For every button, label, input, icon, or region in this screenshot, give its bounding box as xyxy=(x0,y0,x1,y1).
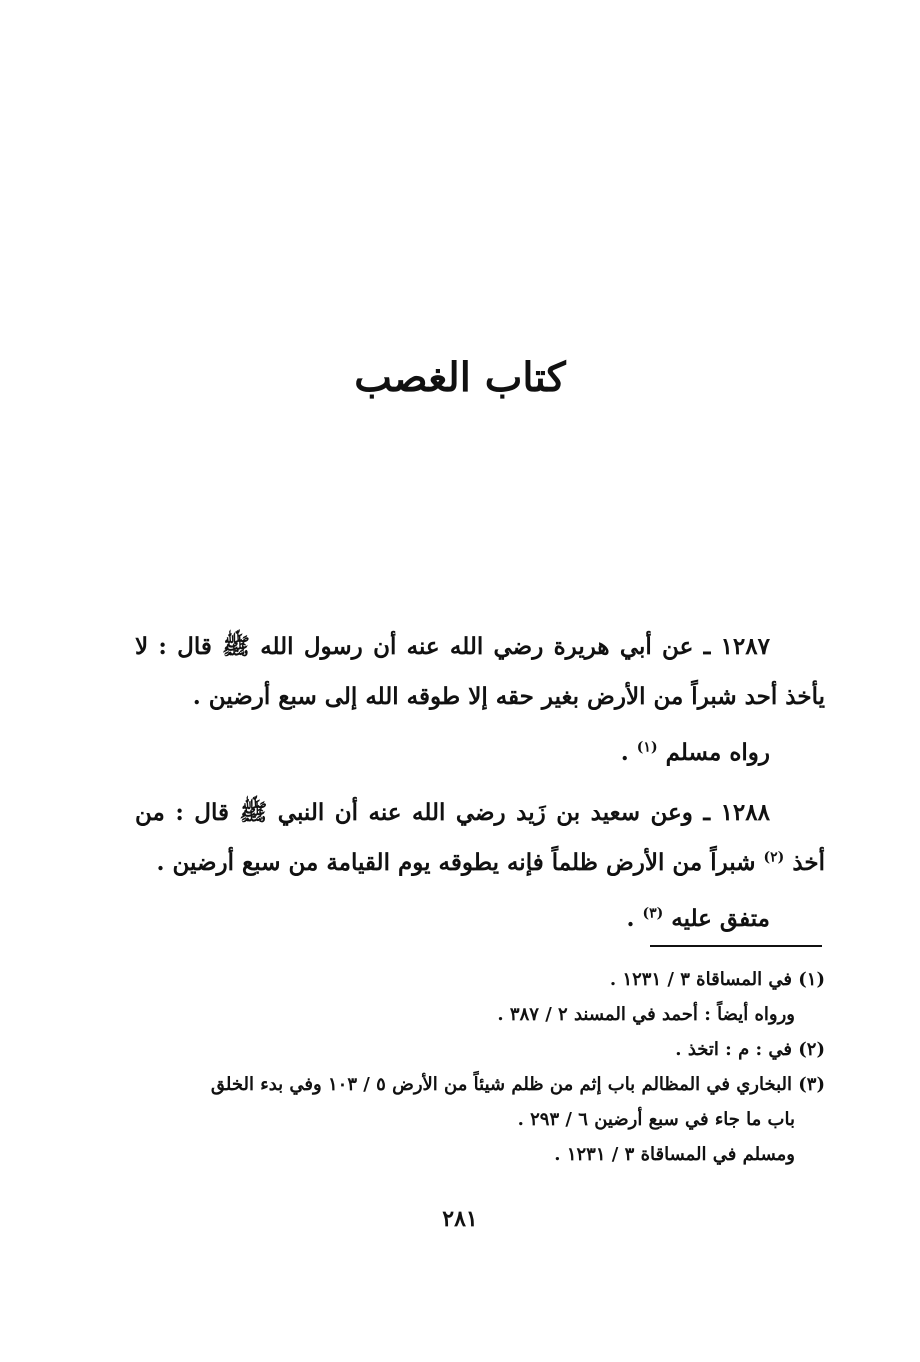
hadith-1287-source xyxy=(135,728,770,778)
hadith-1287-source-text: رواه مسلم xyxy=(665,739,770,766)
hadith-1288-source-end: . xyxy=(626,905,643,932)
footnote-1-continuation: ورواه أيضاً : أحمد في المسند ٢ / ٣٨٧ . xyxy=(497,1004,795,1025)
footnote-separator xyxy=(650,945,822,947)
hadith-1288-text-b: شبراً من الأرض ظلماً فإنه يطوقه يوم القيامة من سبع أرضين . xyxy=(156,849,764,876)
hadith-1287-source-end: . xyxy=(620,739,637,766)
footnote-3-continuation-a: باب ما جاء في سبع أرضين ٦ / ٢٩٣ . xyxy=(517,1109,795,1130)
footnote-1: (١) في المساقاة ٣ / ١٢٣١ . xyxy=(609,969,825,990)
footnote-ref-2: (٢) xyxy=(763,849,785,866)
footnote-3-continuation-b: ومسلم في المساقاة ٣ / ١٢٣١ . xyxy=(554,1144,795,1165)
page-number: ٢٨١ xyxy=(442,1206,478,1232)
hadith-section xyxy=(135,622,825,954)
hadith-1288 xyxy=(135,788,825,888)
hadith-1288-source xyxy=(135,894,770,944)
footnote-2: (٢) في : م : اتخذ . xyxy=(675,1039,825,1060)
footnote-ref-3: (٣) xyxy=(642,905,664,922)
footnotes xyxy=(135,962,825,1172)
hadith-1287-text: ١٢٨٧ ـ عن أبي هريرة رضي الله عنه أن رسول الله ﷺ قال : لا يأخذ أحد شبراً من الأرض بغير حقه إلا طوقه الله إلى سبع أرضين . xyxy=(135,633,825,710)
hadith-1287 xyxy=(135,622,825,722)
hadith-1288-text-a: ١٢٨٨ ـ وعن سعيد بن زَيد رضي الله عنه أن النبي ﷺ قال : من أخذ xyxy=(135,799,825,876)
footnote-3: (٣) البخاري في المظالم باب إثم من ظلم شيئاً من الأرض ٥ / ١٠٣ وفي بدء الخلق xyxy=(210,1074,825,1095)
footnote-ref-1: (١) xyxy=(636,739,658,756)
chapter-title: كتاب الغصب xyxy=(354,354,566,401)
hadith-1288-source-text: متفق عليه xyxy=(671,905,770,932)
